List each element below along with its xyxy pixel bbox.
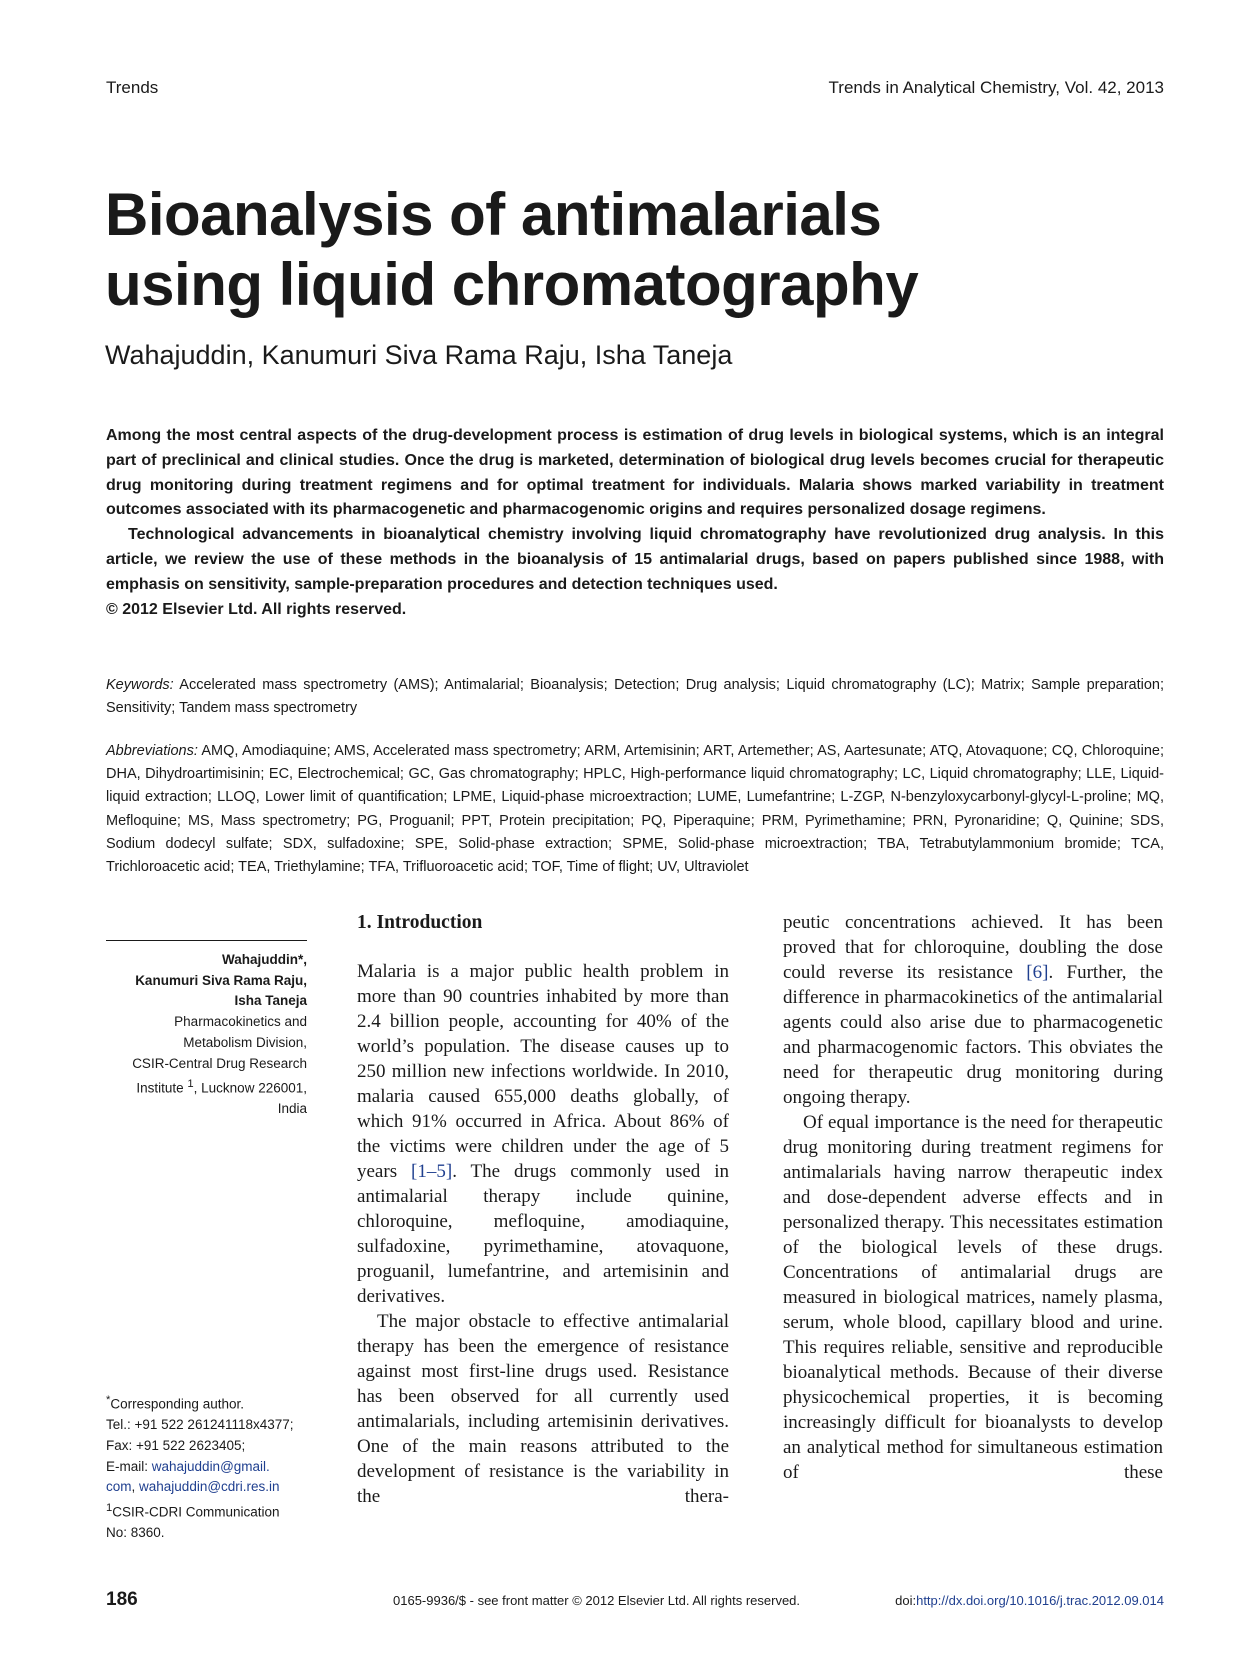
title-line-2: using liquid chromatography [105,251,919,318]
affiliation-institute-line-2 [106,1074,307,1099]
author-list: Wahajuddin, Kanumuri Siva Rama Raju, Isha Taneja [105,340,733,370]
corresponding-author-note [106,1390,311,1544]
body-column-2 [783,910,1163,1485]
abbreviations-label: Abbreviations: [106,743,198,759]
email-link-2[interactable]: wahajuddin@cdri.res.in [139,1479,280,1495]
footer-doi [895,1593,1164,1608]
affiliation-footnote-marker: 1 [187,1078,194,1091]
citation-1-5[interactable]: [1–5] [411,1161,453,1182]
affiliation-dept-line-2: Metabolism Division, [183,1034,307,1050]
corresponding-email-line-1 [106,1457,311,1478]
corresponding-email-line-2 [106,1477,311,1498]
article-title [105,180,1155,320]
affiliation-institute-prefix: Institute [136,1080,188,1096]
sidebar-divider [106,940,307,941]
running-head-journal: Trends in Analytical Chemistry, Vol. 42, 2013 [828,78,1164,97]
page-number: 186 [106,1589,138,1610]
affiliation-dept-line-1: Pharmacokinetics and [174,1014,307,1030]
intro-paragraph-2-cont-text-a: peutic concentrations achieved. It has been proved that for chloroquine, doubling the dose could reverse its resistance [783,912,1163,983]
citation-6[interactable]: [6] [1026,962,1049,983]
abbreviations [106,740,1164,879]
affiliation-institute-line-1: CSIR-Central Drug Research [132,1055,307,1071]
affiliation-city: , Lucknow 226001, [193,1080,307,1096]
author-affiliation [106,950,307,1120]
intro-paragraph-1-text-a: Malaria is a major public health problem in more than 90 countries inhabited by more than 2.4 billion people, accounting for 40% of the world’s population. The disease causes up to 250 million new infections worldwide. In 2010, malaria caused 655,000 deaths globally, of which 91% occurred in Africa. About 86% of the victims were children under the age of 5 years [357,961,729,1182]
abbreviations-text: AMQ, Amodiaquine; AMS, Accelerated mass spectrometry; ARM, Artemisinin; ART, Artemether; AS, Aartesunate; ATQ, Atovaquone; CQ, Chloroquine; DHA, Dihydroartimisinin; EC, Electrochemical; GC, Gas chromatography; HPLC, High-performance liquid chromatography; LC, Liquid chromatography; LLE, Liquid-liquid extraction; LLOQ, Lower limit of quantification; LPME, Liquid-phase microextraction; LUME, Lumefantrine; L-ZGP, N-benzyloxycarbonyl-glycyl-L-proline; MQ, Mefloquine; MS, Mass spectrometry; PG, Proguanil; PPT, Protein precipitation; PQ, Piperaquine; PRM, Pyrimethamine; PRN, Pyronaridine; Q, Quinine; SDS, Sodium dodecyl sulfate; SDX, sulfadoxine; SPE, Solid-phase extraction; SPME, Solid-phase microextraction; TBA, Tetrabutylammonium bromide; TCA, Trichloroacetic acid; TEA, Triethylamine; TFA, Trifluoroacetic acid; TOF, Time of flight; UV, Ultraviolet [106,743,1164,876]
intro-paragraph-2: The major obstacle to effective antimalarial therapy has been the emergence of resistance against most first-line drugs used. Resistance has been observed for all currently used antimalarials, including artemisinin derivatives. One of the main reasons attributed to the development of resistance is the variability in the thera- [357,1311,729,1507]
affiliation-country: India [277,1101,307,1117]
communication-note-line-2: No: 8360. [106,1525,165,1541]
keywords-text: Accelerated mass spectrometry (AMS); Antimalarial; Bioanalysis; Detection; Drug analysis; Liquid chromatography (LC); Matrix; Sample preparation; Sensitivity; Tandem mass spectrometry [106,677,1165,716]
corresponding-fax: Fax: +91 522 2623405; [106,1437,246,1453]
title-line-1: Bioanalysis of antimalarials [105,181,882,248]
communication-note-text: CSIR-CDRI Communication [112,1504,280,1520]
email-label: E-mail: [106,1458,152,1474]
intro-paragraph-2-continued [783,910,1163,1110]
communication-note-marker: 1 [106,1502,113,1515]
intro-paragraph-1 [357,959,729,1309]
footer-issn-copyright: 0165-9936/$ - see front matter © 2012 Elsevier Ltd. All rights reserved. [393,1593,801,1608]
abstract-paragraph-1: Among the most central aspects of the drug-development process is estimation of drug levels in biological systems, which is an integral part of preclinical and clinical studies. Once the drug is marketed, determination of biological drug levels becomes crucial for therapeutic drug monitoring during treatment regimens and for optimal treatment for individuals. Malaria shows marked variability in treatment outcomes associated with its pharmacogenetic and pharmacogenomic origins and requires personalized dosage regimens. [106,427,1164,519]
keywords [106,674,1164,719]
corresponding-label: Corresponding author. [110,1396,244,1412]
doi-label: doi: [895,1593,917,1608]
email-separator: , [131,1479,140,1495]
body-column-1 [357,910,729,1509]
corresponding-tel: Tel.: +91 522 261241118x4377; [106,1417,294,1433]
abstract-paragraph-2: Technological advancements in bioanalytical chemistry involving liquid chromatography have revolutionized drug analysis. In this article, we review the use of these methods in the bioanalysis of 15 antimalarial drugs, based on papers published since 1988, with emphasis on sensitivity, sample-preparation procedures and detection techniques used. [106,526,1164,593]
corresponding-label-line [106,1390,311,1415]
affiliation-author-1: Wahajuddin*, [222,952,307,967]
email-link-1b[interactable]: com [106,1479,132,1495]
abstract-copyright: © 2012 Elsevier Ltd. All rights reserved. [106,600,407,618]
intro-paragraph-3: Of equal importance is the need for therapeutic drug monitoring during treatment regimens for antimalarials having narrow therapeutic index and dose-dependent adverse effects and in personalized therapy. This necessitates estimation of the biological levels of these drugs. Concentrations of antimalarial drugs are measured in biological matrices, namely plasma, serum, whole blood, capillary blood and urine. This requires reliable, sensitive and reproducible bioanalytical methods. Because of their diverse physicochemical properties, it is becoming increasingly difficult for bioanalysts to develop an analytical method for simultaneous estimation of these [783,1112,1163,1483]
keywords-label: Keywords: [106,677,174,693]
affiliation-author-3: Isha Taneja [234,993,307,1009]
running-head-section: Trends [106,78,159,97]
intro-paragraph-1-text-b: . The drugs commonly used in antimalarial therapy include quinine, chloroquine, mefloquine, amodiaquine, sulfadoxine, pyrimethamine, atovaquone, proguanil, lumefantrine, and artemisinin and derivatives. [357,1161,729,1307]
abstract [106,424,1164,622]
communication-note-line-1 [106,1498,311,1523]
intro-paragraph-2-cont-text-b: . Further, the difference in pharmacokinetics of the antimalarial agents could also arise due to pharmacogenetic and pharmacogenomic factors. This obviates the need for therapeutic drug monitoring during ongoing therapy. [783,962,1163,1108]
doi-link[interactable]: http://dx.doi.org/10.1016/j.trac.2012.09.014 [916,1593,1164,1608]
section-heading-introduction: 1. Introduction [357,912,483,933]
email-link-1a[interactable]: wahajuddin@gmail. [151,1458,270,1474]
affiliation-author-2: Kanumuri Siva Rama Raju, [135,972,307,988]
corresponding-asterisk: * [106,1394,111,1406]
